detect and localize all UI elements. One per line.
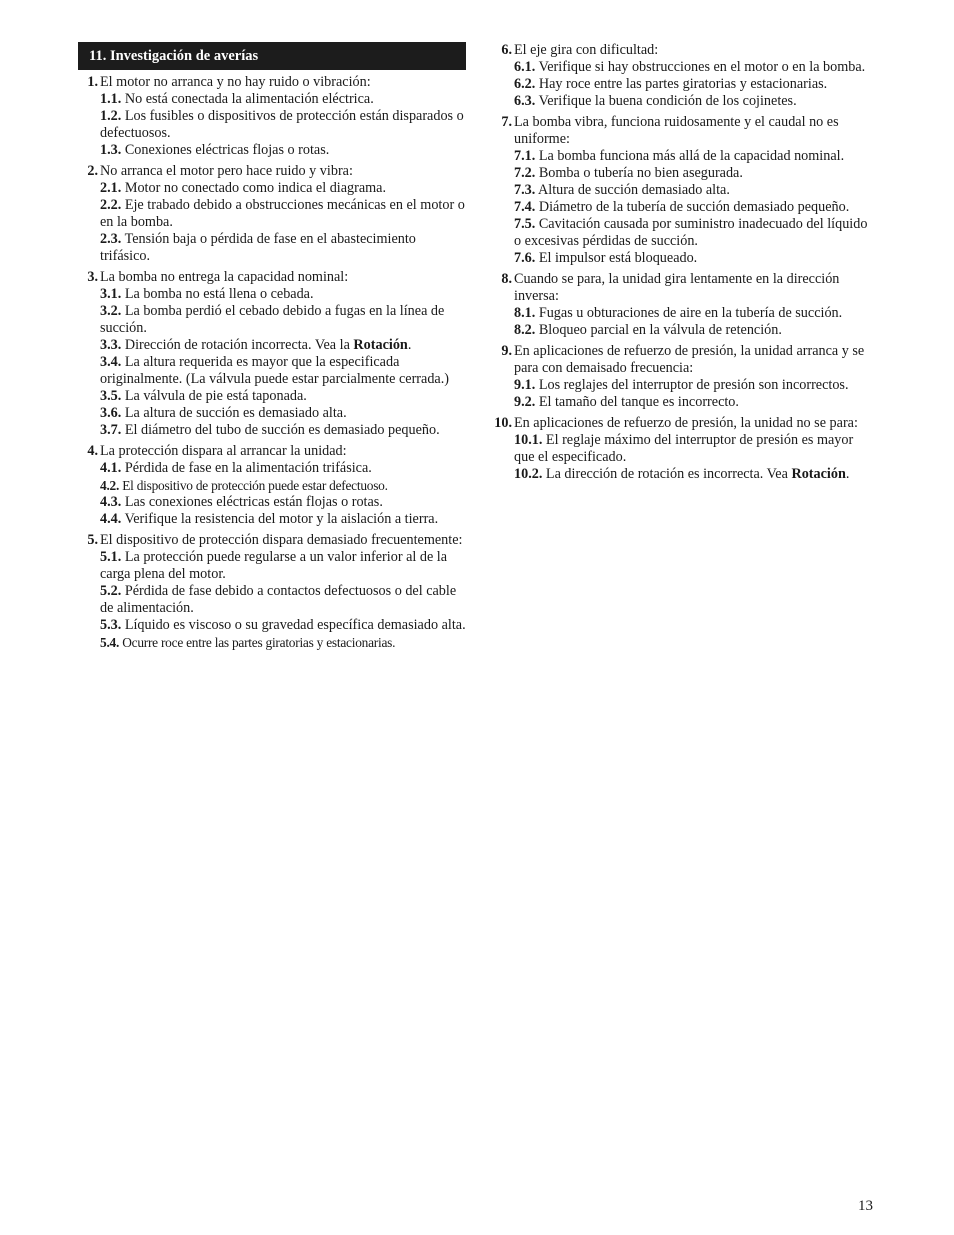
sub-item xyxy=(100,511,466,528)
item-number: 1. xyxy=(87,74,98,90)
sub-item-text: Dirección de rotación incorrecta. Vea la xyxy=(124,337,350,353)
sub-item-number: 2.2. xyxy=(100,197,122,213)
item-number: 8. xyxy=(501,271,512,287)
sub-item xyxy=(100,108,466,142)
list-item xyxy=(488,42,872,110)
page-number: 13 xyxy=(858,1198,873,1214)
sub-item xyxy=(514,148,872,165)
sub-item-text: La bomba no está llena o cebada. xyxy=(124,286,314,302)
item-text: El motor no arranca y no hay ruido o vibración: xyxy=(100,74,371,90)
sub-item-number: 6.2. xyxy=(514,76,536,92)
sub-item-text: Verifique la resistencia del motor y la aislación a tierra. xyxy=(124,511,439,527)
sub-item-text: Los fusibles o dispositivos de protección están disparados o defectuosos. xyxy=(100,108,464,141)
sub-item xyxy=(514,322,872,339)
sub-item-text: Conexiones eléctricas flojas o rotas. xyxy=(124,142,330,158)
sub-item xyxy=(100,405,466,422)
sub-item-number: 5.3. xyxy=(100,617,122,633)
list-item xyxy=(78,269,466,439)
rotation-reference-link[interactable]: Rotación xyxy=(353,337,408,353)
sub-item-text: El tamaño del tanque es incorrecto. xyxy=(538,394,739,410)
item-number: 6. xyxy=(501,42,512,58)
item-text: La bomba vibra, funciona ruidosamente y el caudal no es uniforme: xyxy=(514,114,839,147)
sub-item-text: El impulsor está bloqueado. xyxy=(538,250,698,266)
sub-item xyxy=(100,286,466,303)
item-number: 5. xyxy=(87,532,98,548)
sub-item-text: El dispositivo de protección puede estar defectuoso. xyxy=(122,478,388,493)
sub-item-text: Cavitación causada por suministro inadecuado del líquido o excesivas pérdidas de succión. xyxy=(514,216,868,249)
sub-item-number: 3.2. xyxy=(100,303,122,319)
sub-item-text: El reglaje máximo del interruptor de presión es mayor que el especificado. xyxy=(514,432,854,465)
sub-item xyxy=(100,337,466,354)
sub-item-text: Eje trabado debido a obstrucciones mecánicas en el motor o en la bomba. xyxy=(100,197,465,230)
sub-item-text: Verifique la buena condición de los cojinetes. xyxy=(538,93,797,109)
sub-item-text: Fugas u obturaciones de aire en la tubería de succión. xyxy=(538,305,843,321)
sub-item-text: Motor no conectado como indica el diagrama. xyxy=(124,180,387,196)
item-number: 3. xyxy=(87,269,98,285)
sub-item xyxy=(100,91,466,108)
sub-item xyxy=(100,180,466,197)
sub-item-number: 4.2. xyxy=(100,478,120,493)
sub-item-number: 3.6. xyxy=(100,405,122,421)
list-item xyxy=(78,532,466,651)
sub-item-text: Pérdida de fase en la alimentación trifásica. xyxy=(124,460,372,476)
sub-item xyxy=(100,477,466,494)
item-text: En aplicaciones de refuerzo de presión, la unidad arranca y se para con demaisado frecuencia: xyxy=(514,343,865,376)
sub-item-text: La altura de succión es demasiado alta. xyxy=(124,405,347,421)
sub-item-number: 4.3. xyxy=(100,494,122,510)
list-item xyxy=(78,163,466,265)
sub-item-text: No está conectada la alimentación eléctrica. xyxy=(124,91,374,107)
sub-item xyxy=(514,182,872,199)
sub-item xyxy=(514,165,872,182)
sub-item-number: 4.4. xyxy=(100,511,122,527)
sub-item xyxy=(100,494,466,511)
sub-item xyxy=(100,634,466,651)
sub-item-text: La altura requerida es mayor que la especificada originalmente. (La válvula puede estar parcialmente cerrada.) xyxy=(100,354,449,387)
item-text: Cuando se para, la unidad gira lentamente en la dirección inversa: xyxy=(514,271,840,304)
sub-item-number: 2.3. xyxy=(100,231,122,247)
sub-item-text: Verifique si hay obstrucciones en el motor o en la bomba. xyxy=(538,59,866,75)
sub-item xyxy=(100,388,466,405)
item-text: La protección dispara al arrancar la unidad: xyxy=(100,443,347,459)
sub-item-number: 7.2. xyxy=(514,165,536,181)
sub-item-number: 4.1. xyxy=(100,460,122,476)
sub-item xyxy=(514,199,872,216)
sub-item xyxy=(514,377,872,394)
sub-item xyxy=(514,432,872,466)
sub-item-number: 7.1. xyxy=(514,148,536,164)
sub-item-text: Altura de succión demasiado alta. xyxy=(538,182,730,198)
sub-item-text: Tensión baja o pérdida de fase en el abastecimiento trifásico. xyxy=(100,231,416,264)
sub-item xyxy=(514,76,872,93)
sub-item-number: 3.3. xyxy=(100,337,122,353)
sub-item xyxy=(514,394,872,411)
item-text: La bomba no entrega la capacidad nominal: xyxy=(100,269,349,285)
list-item xyxy=(488,343,872,411)
sub-item-text: El diámetro del tubo de succión es demasiado pequeño. xyxy=(124,422,440,438)
sub-item-number: 2.1. xyxy=(100,180,122,196)
sub-item-number: 3.4. xyxy=(100,354,122,370)
sub-item xyxy=(514,216,872,250)
sub-item-number: 6.3. xyxy=(514,93,536,109)
sub-item-number: 6.1. xyxy=(514,59,536,75)
sub-item xyxy=(514,466,872,483)
sub-item xyxy=(100,549,466,583)
sub-item-text: La protección puede regularse a un valor inferior al de la carga plena del motor. xyxy=(100,549,448,582)
sub-item xyxy=(100,583,466,617)
sub-item xyxy=(100,460,466,477)
sub-item-number: 9.2. xyxy=(514,394,536,410)
item-number: 7. xyxy=(501,114,512,130)
rotation-reference-link[interactable]: Rotación xyxy=(791,466,846,482)
sub-item-number: 5.2. xyxy=(100,583,122,599)
list-item xyxy=(78,74,466,159)
sub-item xyxy=(514,250,872,267)
sub-item-number: 1.3. xyxy=(100,142,122,158)
list-item xyxy=(488,114,872,267)
sub-item-number: 1.2. xyxy=(100,108,122,124)
sub-item xyxy=(514,305,872,322)
sub-item-text-suffix: . xyxy=(845,466,850,482)
sub-item-text: Hay roce entre las partes giratorias y estacionarias. xyxy=(538,76,828,92)
sub-item-text: Pérdida de fase debido a contactos defectuosos o del cable de alimentación. xyxy=(100,583,457,616)
sub-item xyxy=(514,93,872,110)
sub-item-text: Diámetro de la tubería de succión demasiado pequeño. xyxy=(538,199,850,215)
sub-item-number: 9.1. xyxy=(514,377,536,393)
list-item xyxy=(488,415,872,483)
sub-item-number: 7.6. xyxy=(514,250,536,266)
list-item xyxy=(78,443,466,528)
sub-item-text: Los reglajes del interruptor de presión son incorrectos. xyxy=(538,377,849,393)
left-column xyxy=(78,42,466,655)
sub-item-number: 3.5. xyxy=(100,388,122,404)
sub-item-number: 3.1. xyxy=(100,286,122,302)
sub-item xyxy=(100,142,466,159)
sub-item-text: Bomba o tubería no bien asegurada. xyxy=(538,165,743,181)
item-number: 9. xyxy=(501,343,512,359)
sub-item-text: Ocurre roce entre las partes giratorias y estacionarias. xyxy=(122,635,396,650)
item-number: 4. xyxy=(87,443,98,459)
sub-item-text: Las conexiones eléctricas están flojas o rotas. xyxy=(124,494,383,510)
right-column xyxy=(488,42,872,487)
list-item xyxy=(488,271,872,339)
sub-item-number: 10.1. xyxy=(514,432,543,448)
item-text: El dispositivo de protección dispara demasiado frecuentemente: xyxy=(100,532,463,548)
sub-item xyxy=(100,303,466,337)
sub-item xyxy=(100,617,466,634)
sub-item xyxy=(100,197,466,231)
sub-item-number: 7.5. xyxy=(514,216,536,232)
item-number: 2. xyxy=(87,163,98,179)
sub-item-number: 1.1. xyxy=(100,91,122,107)
sub-item-text: La bomba funciona más allá de la capacidad nominal. xyxy=(538,148,845,164)
sub-item-text: Líquido es viscoso o su gravedad específica demasiado alta. xyxy=(124,617,466,633)
section-title: 11. Investigación de averías xyxy=(78,42,466,70)
sub-item-text: La bomba perdió el cebado debido a fugas en la línea de succión. xyxy=(100,303,445,336)
item-text: En aplicaciones de refuerzo de presión, la unidad no se para: xyxy=(514,415,858,431)
sub-item-number: 8.1. xyxy=(514,305,536,321)
sub-item-number: 7.4. xyxy=(514,199,536,215)
sub-item-text: La dirección de rotación es incorrecta. Vea xyxy=(545,466,788,482)
sub-item-text: Bloqueo parcial en la válvula de retención. xyxy=(538,322,782,338)
sub-item xyxy=(100,354,466,388)
item-text: El eje gira con dificultad: xyxy=(514,42,659,58)
sub-item-number: 8.2. xyxy=(514,322,536,338)
item-text: No arranca el motor pero hace ruido y vibra: xyxy=(100,163,353,179)
sub-item xyxy=(100,422,466,439)
sub-item-number: 5.1. xyxy=(100,549,122,565)
sub-item-number: 7.3. xyxy=(514,182,536,198)
sub-item-text-suffix: . xyxy=(407,337,412,353)
sub-item-number: 3.7. xyxy=(100,422,122,438)
sub-item-text: La válvula de pie está taponada. xyxy=(124,388,307,404)
item-number: 10. xyxy=(494,415,512,431)
sub-item-number: 5.4. xyxy=(100,635,120,650)
sub-item-number: 10.2. xyxy=(514,466,543,482)
sub-item xyxy=(514,59,872,76)
sub-item xyxy=(100,231,466,265)
